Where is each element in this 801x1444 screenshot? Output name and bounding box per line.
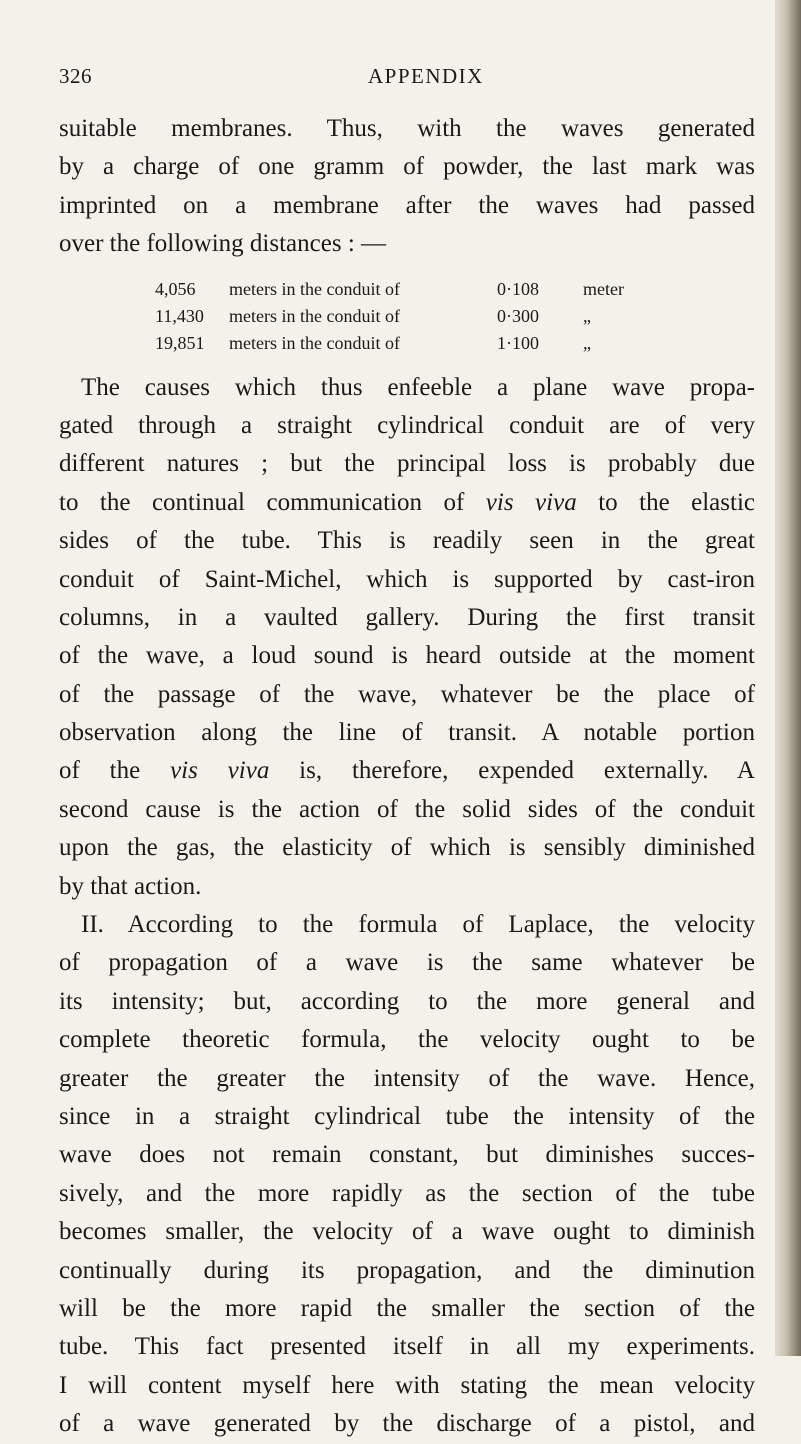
text-line: II. According to the formula of Laplace, the velocity bbox=[81, 911, 755, 939]
distance-cell: 11,430 bbox=[155, 305, 204, 326]
text-line: different natures ; but the principal loss is probably due bbox=[59, 450, 755, 478]
value-cell: 0·108 bbox=[497, 278, 539, 299]
unit-cell: meter bbox=[583, 278, 624, 299]
text-line: its intensity; but, according to the more general and bbox=[59, 987, 755, 1015]
text-line: by that action. bbox=[59, 872, 202, 900]
page-number: 326 bbox=[59, 64, 92, 88]
text-line: columns, in a vaulted gallery. During the first transit bbox=[59, 603, 755, 631]
table-row bbox=[155, 330, 715, 357]
text-run: is, therefore, expended externally. A bbox=[269, 757, 755, 785]
body-text bbox=[59, 110, 755, 1444]
table-row bbox=[155, 276, 715, 303]
description-cell: meters in the conduit of bbox=[229, 305, 400, 326]
table-row bbox=[155, 303, 715, 330]
text-line: sively, and the more rapidly as the section of the tube bbox=[59, 1179, 755, 1207]
text-line: since in a straight cylindrical tube the intensity of the bbox=[59, 1102, 755, 1130]
text-line: of propagation of a wave is the same whatever be bbox=[59, 949, 755, 977]
text-run: of the bbox=[59, 757, 171, 785]
text-line: continually during its propagation, and the diminution bbox=[59, 1256, 755, 1284]
paragraph-2 bbox=[59, 369, 755, 906]
text-line: of a wave generated by the discharge of a pistol, and bbox=[59, 1410, 755, 1438]
text-line: I will content myself here with stating the mean velocity bbox=[59, 1371, 755, 1399]
text-line: tube. This fact presented itself in all my experiments. bbox=[59, 1333, 755, 1361]
page-edge-shadow bbox=[775, 0, 801, 1356]
text-line: of the passage of the wave, whatever be the place of bbox=[59, 680, 755, 708]
text-line: becomes smaller, the velocity of a wave ought to diminish bbox=[59, 1218, 755, 1246]
text-line: upon the gas, the elasticity of which is sensibly diminished bbox=[59, 834, 755, 862]
unit-cell: „ bbox=[583, 332, 591, 353]
text-line: wave does not remain constant, but diminishes succes- bbox=[59, 1141, 755, 1169]
text-line bbox=[59, 752, 755, 790]
description-cell: meters in the conduit of bbox=[229, 278, 400, 299]
text-line: complete theoretic formula, the velocity ought to be bbox=[59, 1026, 755, 1054]
paragraph-3 bbox=[59, 906, 755, 1443]
unit-cell: „ bbox=[583, 305, 591, 326]
text-line: imprinted on a membrane after the waves had passed bbox=[59, 191, 755, 219]
running-head: APPENDIX bbox=[368, 64, 484, 88]
text-line: suitable membranes. Thus, with the waves generated bbox=[59, 115, 755, 142]
text-line bbox=[59, 484, 755, 522]
text-line: will be the more rapid the smaller the section of the bbox=[59, 1294, 755, 1322]
value-cell: 1·100 bbox=[497, 332, 539, 353]
text-run: to the continual communication of bbox=[59, 488, 486, 516]
distance-table bbox=[59, 276, 715, 357]
text-line: sides of the tube. This is readily seen in the great bbox=[59, 527, 755, 555]
text-line: The causes which thus enfeeble a plane wave propa- bbox=[81, 373, 755, 401]
text-line: conduit of Saint-Michel, which is supported by cast-iron bbox=[59, 565, 755, 593]
italic-term: vis viva bbox=[485, 488, 577, 516]
text-line: greater the greater the intensity of the wave. Hence, bbox=[59, 1064, 755, 1092]
text-run: to the elastic bbox=[576, 488, 755, 516]
value-cell: 0·300 bbox=[497, 305, 539, 326]
text-line: gated through a straight cylindrical conduit are of very bbox=[59, 411, 755, 439]
page-header bbox=[0, 64, 801, 92]
paragraph-1 bbox=[59, 110, 755, 264]
text-line: observation along the line of transit. A notable portion bbox=[59, 719, 755, 747]
italic-term: vis viva bbox=[170, 757, 270, 785]
text-line: by a charge of one gramm of powder, the last mark was bbox=[59, 153, 755, 181]
description-cell: meters in the conduit of bbox=[229, 332, 400, 353]
distance-cell: 19,851 bbox=[155, 332, 205, 353]
text-line: of the wave, a loud sound is heard outside at the moment bbox=[59, 642, 755, 670]
distance-cell: 4,056 bbox=[155, 278, 196, 299]
text-line: over the following distances : — bbox=[59, 230, 387, 258]
text-line: second cause is the action of the solid sides of the conduit bbox=[59, 795, 755, 823]
